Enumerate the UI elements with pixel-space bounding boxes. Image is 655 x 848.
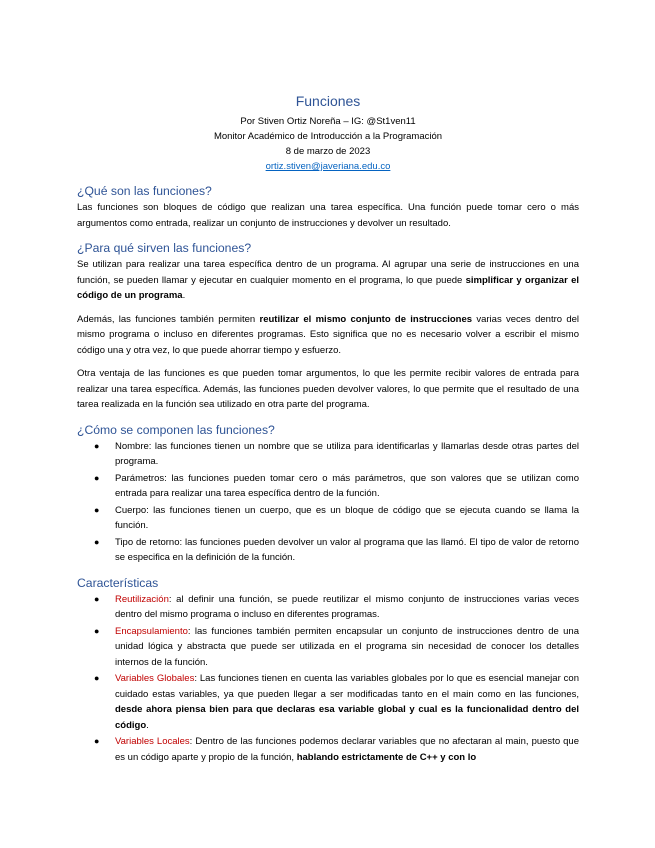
list-item-text: : al definir una función, se puede reutilizar el mismo conjunto de instrucciones varias veces dentro del mismo programa o incluso en diferentes programas. [115,593,579,620]
section-paragraph: Las funciones son bloques de código que realizan una tarea específica. Una función puede tomar cero o más argumentos como entrada, realizar un conjunto de instrucciones y devolver un resultado. [77,202,579,229]
paragraph-text: varias veces dentro del mismo programa o incluso en diferentes programas. Esto significa que no es necesario volver a escribir el mismo código una y otra vez, lo que puede ahorrar tiempo y esfuerzo. [77,313,579,356]
list-item-text: : Dentro de las funciones podemos declarar variables que no afectaran al main, puesto que es un código aparte y propio de la función, [115,736,579,763]
section-heading-caracteristicas: Características [77,575,159,590]
email-line [77,159,579,174]
role-line: Monitor Académico de Introducción a la Programación [213,131,443,142]
components-list [77,439,579,566]
list-item [77,535,579,566]
bullet-icon: ● [94,593,100,604]
list-item [77,503,579,534]
section-heading-para-que: ¿Para qué sirven las funciones? [77,241,252,255]
section-paragraph: Otra ventaja de las funciones es que pueden tomar argumentos, lo que les permite recibir valores de entrada para realizar una tarea específica. Además, las funciones pueden devolver valores, lo que permite que el resultado de una tarea realizada en la función sea utilizado en otra parte del programa. [77,368,579,410]
paragraph-text: Además, las funciones también permiten [77,313,260,325]
list-item-text: Tipo de retorno: las funciones pueden devolver un valor al programa que las llamó. El tipo de valor de retorno se especifica en la definición de la función. [115,536,579,563]
list-item [77,592,579,623]
list-item-text: : las funciones también permiten encapsular un conjunto de instrucciones dentro de una unidad lógica y abstracta que puede ser utilizada en el programa sin necesidad de conocer los detalles internos de la función. [115,625,579,668]
bullet-icon: ● [94,673,100,683]
bullet-icon: ● [94,736,100,746]
list-item-bold-text: hablando estrictamente de C++ y con lo [296,751,477,763]
features-list [77,592,579,766]
list-item [77,439,579,470]
paragraph-text: . [182,290,186,301]
list-item-text: Cuerpo: las funciones tienen un cuerpo, que es un bloque de código que se ejecuta cuando se llama la función. [115,504,579,531]
list-item [77,471,579,502]
section-heading-que-son: ¿Qué son las funciones? [77,184,212,198]
author-line: Por Stiven Ortiz Noreña – IG: @St1ven11 [240,116,416,127]
section-paragraph [77,257,579,304]
list-item-bold-text: desde ahora piensa bien para que declaras esa variable global y cual es la funcionalidad dentro del código [115,704,579,731]
bullet-icon: ● [94,472,100,483]
list-item-text: Nombre: las funciones tienen un nombre que se utiliza para identificarlas y llamarlas desde otras partes del programa. [115,440,579,467]
paragraph-bold-text: reutilizar el mismo conjunto de instrucciones [259,313,473,325]
list-item-text: Parámetros: las funciones pueden tomar cero o más parámetros, que son valores que se utilizan como entrada para realizar una tarea específica dentro de la función. [115,472,579,499]
document-title: Funciones [295,93,361,109]
section-heading-como-se-componen: ¿Cómo se componen las funciones? [77,422,275,437]
bullet-icon: ● [94,625,100,636]
feature-term: Reutilización [115,593,169,605]
list-item [77,671,579,733]
paragraph-text: Se utilizan para realizar una tarea específica dentro de un programa. Al agrupar una serie de instrucciones en una función, se pueden llamar y ejecutar en cualquier momento en el programa, lo que puede [77,259,579,286]
list-item-text: : Las funciones tienen en cuenta las variables globales por lo que es esencial manejar con cuidado estas variables, ya que pueden llegar a ser modificadas tanto en el main como en las funciones, [115,673,579,700]
date-line: 8 de marzo de 2023 [285,146,371,157]
feature-term: Encapsulamiento [115,625,188,637]
document-content [77,92,579,773]
bullet-icon: ● [94,504,100,515]
paragraph-bold-text: simplificar y organizar el código de un programa [77,274,580,301]
bullet-icon: ● [94,536,100,547]
feature-term: Variables Globales [115,673,195,684]
section-paragraph [77,312,579,359]
list-item [77,624,579,671]
list-item [77,734,579,765]
email-link[interactable]: ortiz.stiven@javeriana.edu.co [265,161,391,172]
list-item-text: . [146,719,149,731]
bullet-icon: ● [94,440,100,451]
feature-term: Variables Locales [115,736,190,747]
